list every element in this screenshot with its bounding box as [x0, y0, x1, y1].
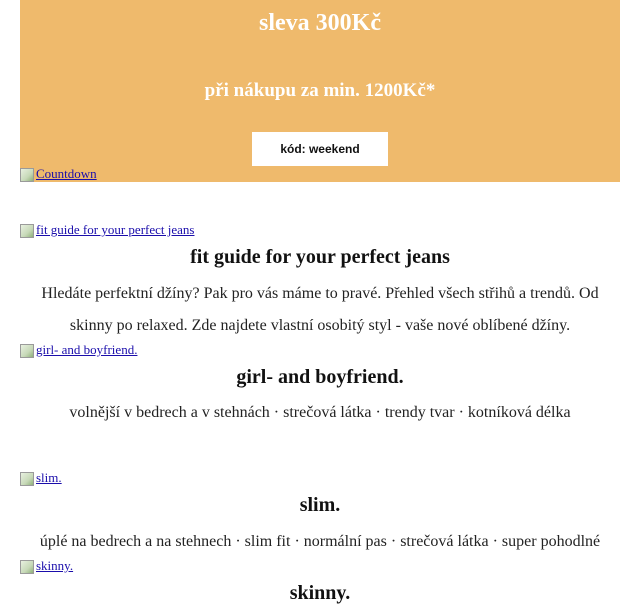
- countdown-alt-text: Countdown: [36, 166, 97, 181]
- skinny-title: skinny.: [289, 582, 351, 604]
- slim-alt-text: slim.: [36, 470, 62, 485]
- skinny-image-link[interactable]: [20, 558, 73, 574]
- fit-guide-description: Hledáte perfektní džíny? Pak pro vás máme to pravé. Přehled všech střihů a trendů. Od skinny po relaxed. Zde najdete vlastní osobitý styl - vaše nové oblíbené džíny.: [41, 285, 599, 334]
- slim-title: slim.: [299, 494, 341, 516]
- broken-image-icon: [20, 344, 34, 358]
- promo-subtitle: při nákupu za min. 1200Kč*: [204, 80, 436, 101]
- broken-image-icon: [20, 560, 34, 574]
- promo-banner: [20, 0, 620, 182]
- broken-image-icon: [20, 168, 34, 182]
- countdown-image-link[interactable]: [20, 166, 97, 182]
- girlfriend-image-link[interactable]: [20, 342, 137, 358]
- broken-image-icon: [20, 224, 34, 238]
- promo-code-button[interactable]: kód: weekend: [252, 132, 388, 166]
- fit-guide-title: fit guide for your perfect jeans: [190, 246, 450, 268]
- girlfriend-features: volnější v bedrech a v stehnách · strečová látka · trendy tvar · kotníková délka: [69, 404, 571, 421]
- slim-image-link[interactable]: [20, 470, 62, 486]
- fit-guide-alt-text: fit guide for your perfect jeans: [36, 222, 195, 237]
- broken-image-icon: [20, 472, 34, 486]
- slim-features: úplé na bedrech a na stehnech · slim fit · normální pas · strečová látka · super pohodlné: [39, 533, 601, 550]
- fit-guide-image-link[interactable]: [20, 222, 194, 238]
- girlfriend-title: girl- and boyfriend.: [236, 366, 404, 388]
- skinny-alt-text: skinny.: [36, 558, 74, 573]
- promo-title: sleva 300Kč: [259, 10, 381, 36]
- girlfriend-alt-text: girl- and boyfriend.: [36, 342, 138, 357]
